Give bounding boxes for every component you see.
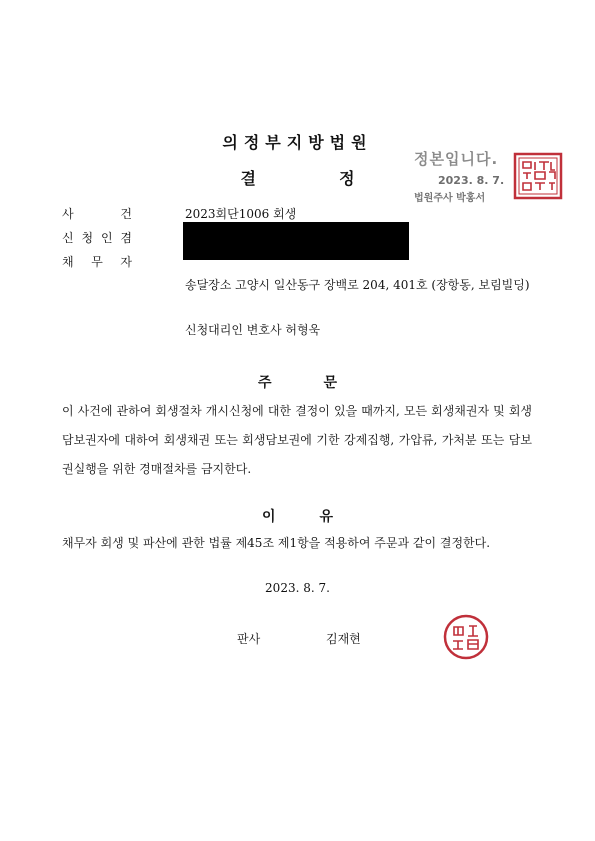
legal-agent: 신청대리인 변호사 허형욱 [185,323,321,337]
court-seal-icon [513,152,563,200]
court-name: 의정부지방법원 [222,133,373,152]
redaction-box [183,222,409,260]
certified-copy-clerk: 법원주사 박홍서 [414,193,486,204]
applicant-label: 신 청 인 겸 [62,231,132,245]
document-type [0,166,595,189]
case-number: 2023회단1006 회생 [185,207,297,221]
certified-copy-date: 2023. 8. 7. [438,174,505,187]
background-watermark: ⠀ [160,360,225,445]
certified-copy-title: 정본입니다. [414,150,499,168]
judge-name: 김재현 [326,632,361,646]
case-label: 사 건 [62,207,132,221]
order-heading: 주 문 [257,375,338,391]
reason-heading: 이 유 [261,509,334,525]
doc-type-first: 결 [240,169,256,188]
order-text: 이 사건에 관하여 회생절차 개시신청에 대한 결정이 있을 때까지, 모든 회생채권자 및 회생담보권자에 대하여 회생채권 또는 회생담보권에 기한 강제집행, 가압류, 가처분 또는 담보권실행을 위한 경매절차를 금지한다. [62,404,532,476]
judge-title: 판사 [237,632,261,646]
doc-type-second: 정 [339,169,355,188]
debtor-label: 채 무 자 [62,255,132,269]
judge-seal-icon [443,614,489,660]
service-address: 송달장소 고양시 일산동구 장백로 204, 401호 (장항동, 보림빌딩) [185,278,530,292]
decision-date: 2023. 8. 7. [265,581,330,595]
reason-text: 채무자 회생 및 파산에 관한 법률 제45조 제1항을 적용하여 주문과 같이 결정한다. [62,536,491,550]
